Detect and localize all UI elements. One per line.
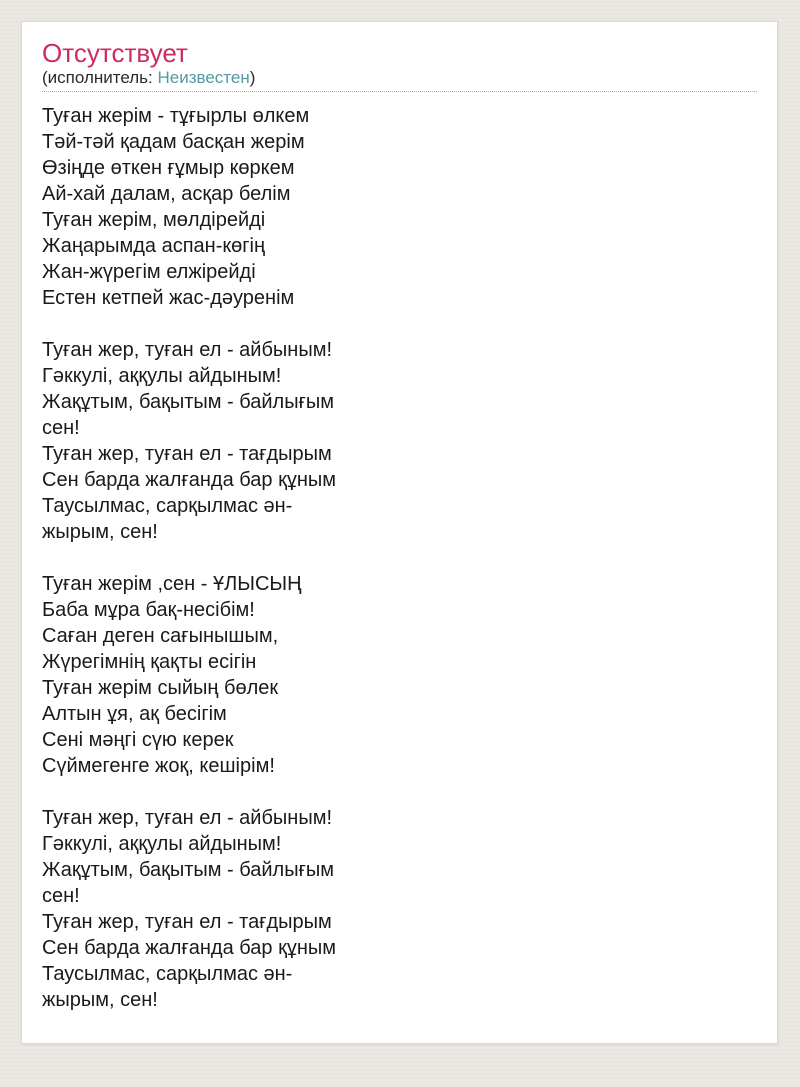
lyric-line: Таусылмас, сарқылмас ән-: [42, 963, 293, 985]
lyric-line: Жан-жүрегім елжірейді: [42, 261, 256, 283]
stanza: [42, 805, 757, 1013]
lyric-line: Туған жерім - тұғырлы өлкем: [42, 105, 310, 127]
lyric-line: Сені мәңгі сүю керек: [42, 729, 234, 751]
lyric-line: сен!: [42, 885, 80, 907]
lyric-line: сен!: [42, 417, 80, 439]
lyric-line: Ай-хай далам, асқар белім: [42, 183, 291, 205]
lyric-line: Туған жерім ,сен - ҰЛЫСЫҢ: [42, 573, 302, 595]
lyric-line: Жаңарымда аспан-көгің: [42, 235, 266, 257]
lyrics-card: [21, 21, 778, 1044]
lyric-line: жырым, сен!: [42, 989, 158, 1011]
lyric-line: Жақұтым, бақытым - байлығым: [42, 859, 335, 881]
artist-link[interactable]: Неизвестен: [157, 68, 250, 87]
lyric-line: Туған жерім, мөлдірейді: [42, 209, 266, 231]
lyric-line: Туған жер, туған ел - тағдырым: [42, 443, 332, 465]
artist-prefix: (исполнитель:: [42, 68, 158, 87]
lyric-line: Таусылмас, сарқылмас ән-: [42, 495, 293, 517]
lyric-line: Сен барда жалғанда бар құным: [42, 469, 337, 491]
lyrics-text: [42, 103, 757, 1013]
lyric-line: Жақұтым, бақытым - байлығым: [42, 391, 335, 413]
lyric-line: жырым, сен!: [42, 521, 158, 543]
lyric-line: Гәккулі, аққулы айдыным!: [42, 365, 282, 387]
stanza: [42, 571, 757, 779]
lyric-line: Жүрегімнің қақты есігін: [42, 651, 257, 673]
artist-suffix: ): [249, 68, 256, 87]
lyric-line: Туған жерім сыйың бөлек: [42, 677, 279, 699]
song-title: Отсутствует: [42, 38, 188, 68]
stanza: [42, 103, 757, 311]
lyric-line: Баба мұра бақ-несібім!: [42, 599, 255, 621]
lyric-line: Сүймегенге жоқ, кешірім!: [42, 755, 275, 777]
lyric-line: Гәккулі, аққулы айдыным!: [42, 833, 282, 855]
lyric-line: Туған жер, туған ел - айбыным!: [42, 807, 333, 829]
artist-line: [42, 68, 757, 92]
lyric-line: Естен кетпей жас-дәуренім: [42, 287, 295, 309]
lyric-line: Саған деген сағынышым,: [42, 625, 279, 647]
lyric-line: Туған жер, туған ел - тағдырым: [42, 911, 332, 933]
lyric-line: Тәй-тәй қадам басқан жерім: [42, 131, 305, 153]
stanza: [42, 337, 757, 545]
lyric-line: Туған жер, туған ел - айбыным!: [42, 339, 333, 361]
lyric-line: Алтын ұя, ақ бесігім: [42, 703, 227, 725]
lyric-line: Өзіңде өткен ғұмыр көркем: [42, 157, 295, 179]
lyric-line: Сен барда жалғанда бар құным: [42, 937, 337, 959]
